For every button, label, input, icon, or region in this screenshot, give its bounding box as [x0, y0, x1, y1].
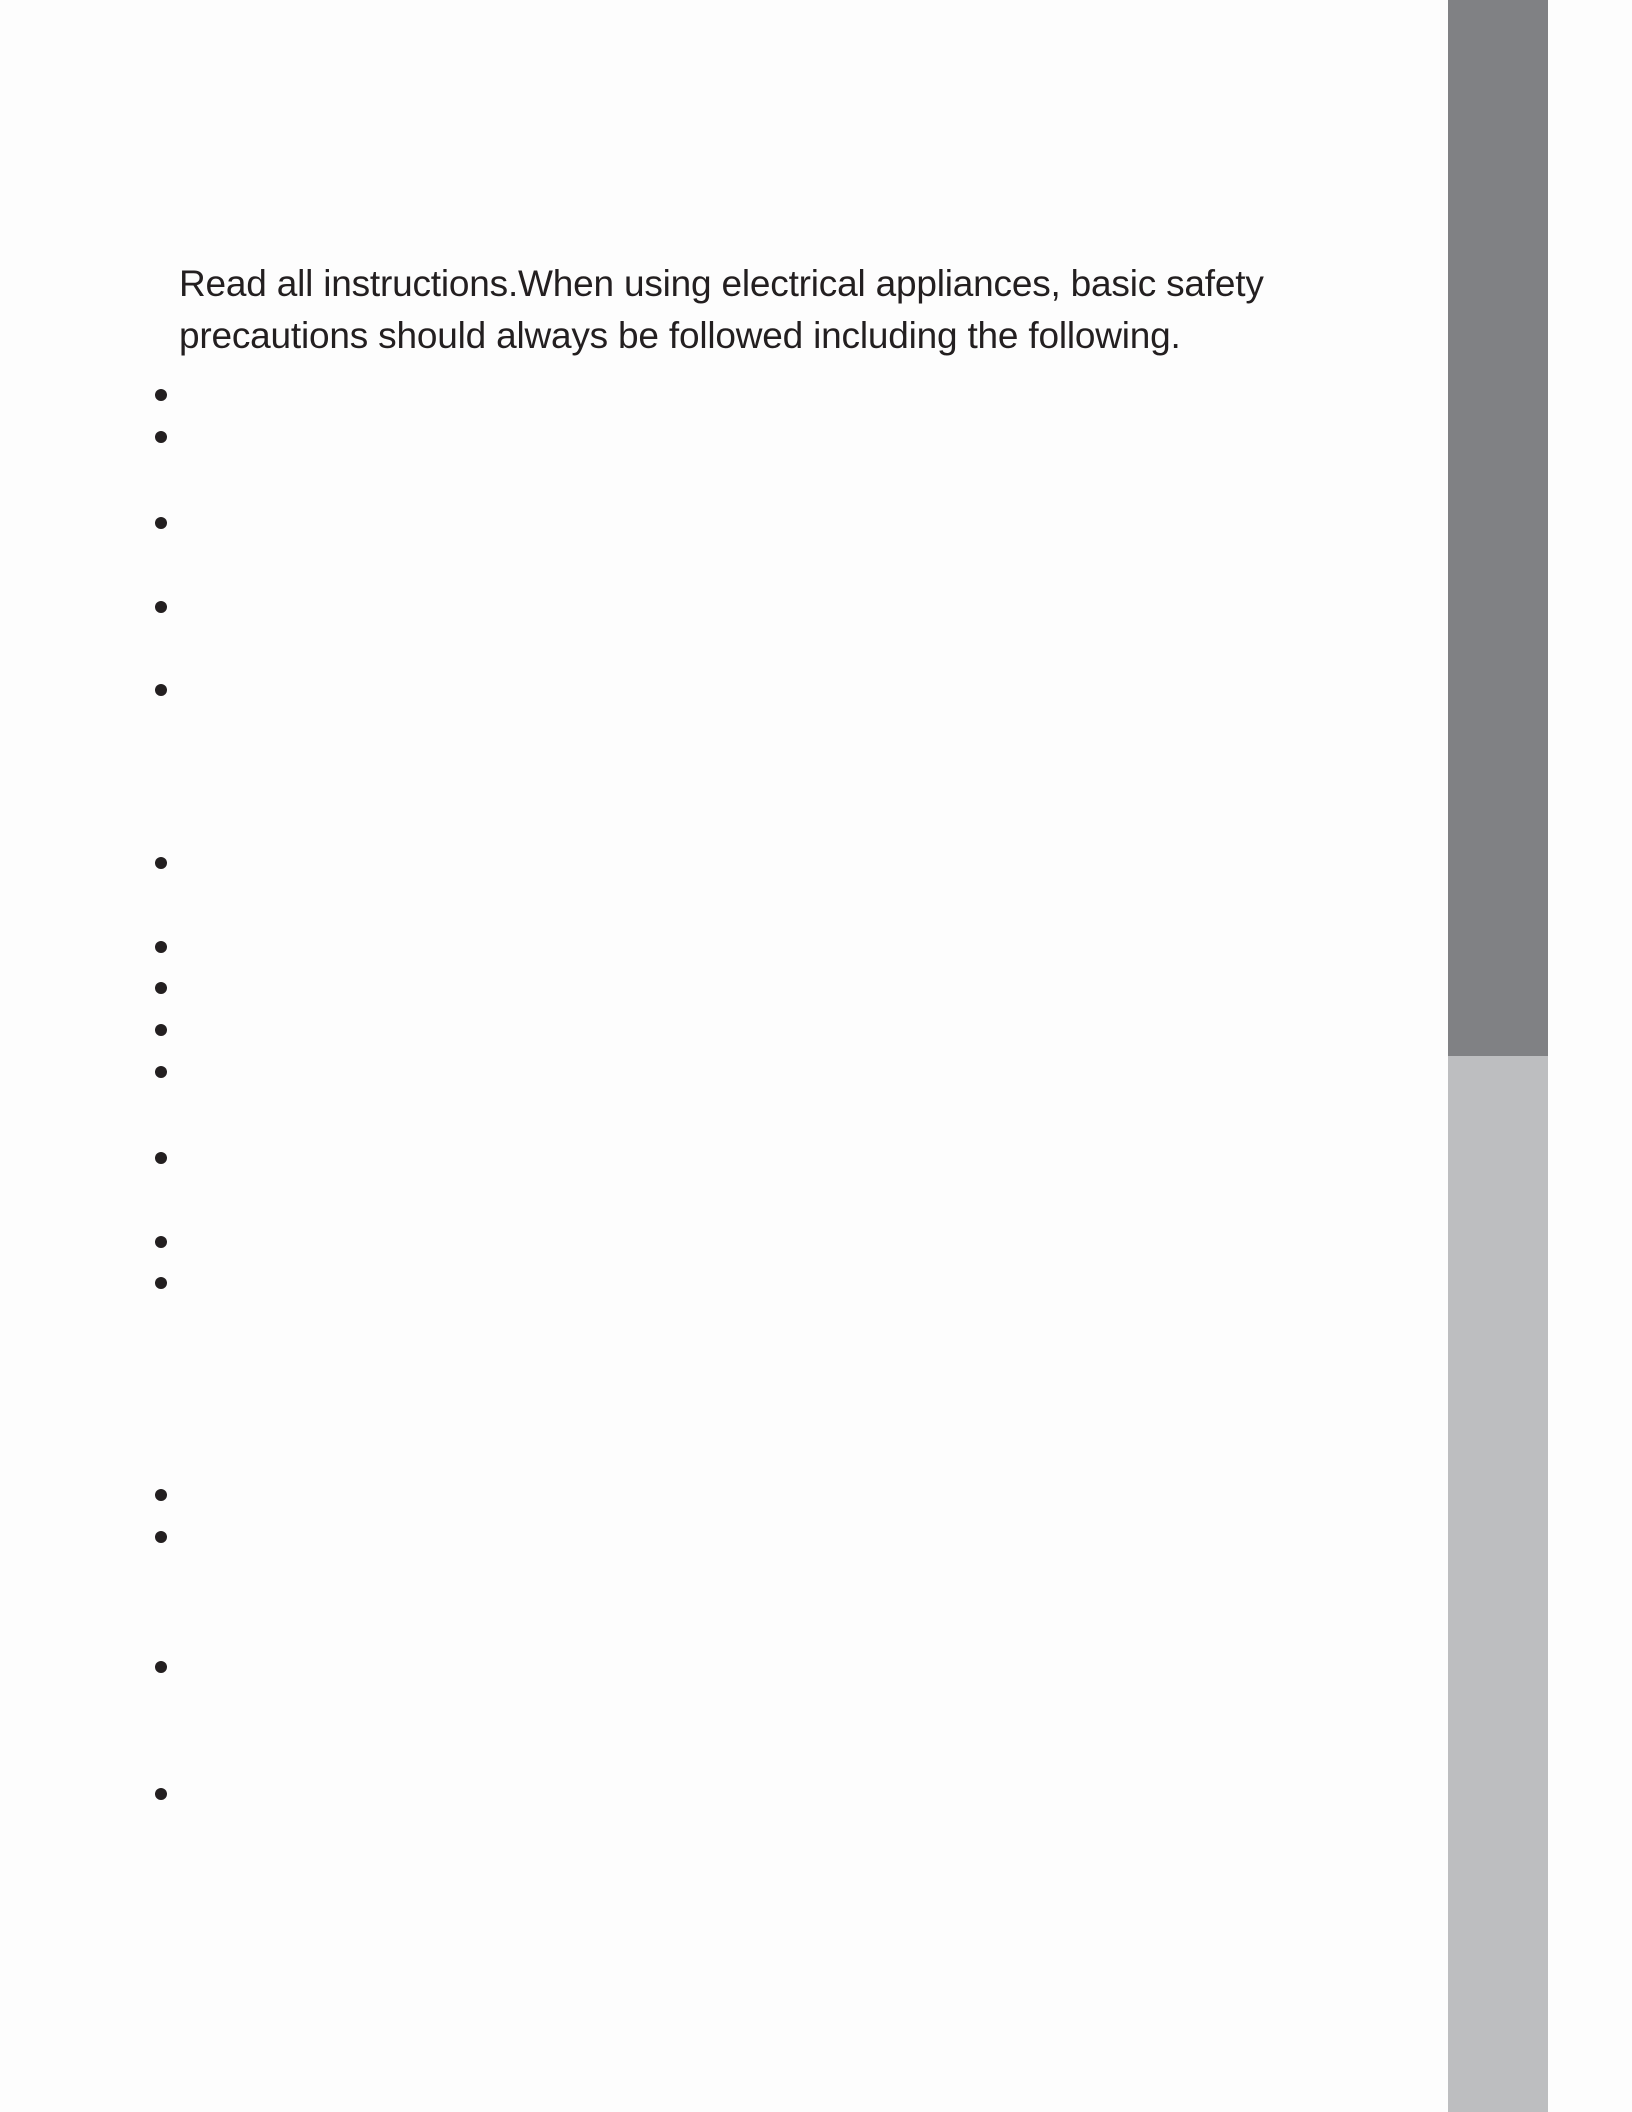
bullet-marker — [155, 857, 167, 869]
bullet-marker — [155, 431, 167, 443]
bullet-marker — [155, 684, 167, 696]
bullet-marker — [155, 1489, 167, 1501]
intro-line-2: precautions should always be followed including the following. — [179, 315, 1181, 356]
bullet-list — [0, 0, 200, 2112]
intro-paragraph — [179, 258, 1359, 362]
bullet-marker — [155, 389, 167, 401]
side-tab-light — [1448, 1056, 1548, 2112]
bullet-marker — [155, 982, 167, 994]
bullet-marker — [155, 1066, 167, 1078]
bullet-marker — [155, 941, 167, 953]
bullet-marker — [155, 1531, 167, 1543]
intro-line-1: Read all instructions.When using electrical appliances, basic safety — [179, 263, 1264, 304]
bullet-marker — [155, 517, 167, 529]
side-tab-dark — [1448, 0, 1548, 1056]
bullet-marker — [155, 1277, 167, 1289]
bullet-marker — [155, 601, 167, 613]
bullet-marker — [155, 1024, 167, 1036]
bullet-marker — [155, 1788, 167, 1800]
bullet-marker — [155, 1152, 167, 1164]
bullet-marker — [155, 1661, 167, 1673]
bullet-marker — [155, 1236, 167, 1248]
